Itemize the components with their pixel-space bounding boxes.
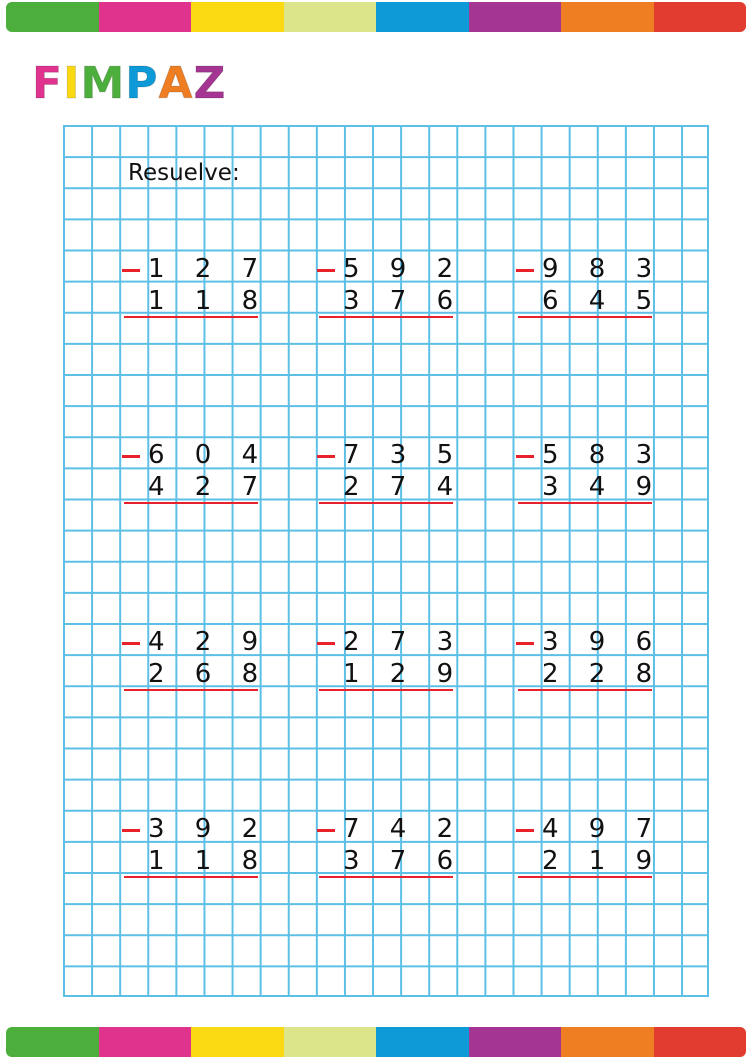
minuend: 3 9 2 (148, 814, 270, 844)
stripe-segment (654, 2, 747, 32)
stripe-segment (191, 2, 284, 32)
minuend: 7 4 2 (343, 814, 465, 844)
result-line (124, 502, 258, 504)
subtrahend: 2 2 8 (542, 659, 664, 689)
stripe-segment (654, 1027, 747, 1057)
minus-sign (317, 642, 335, 645)
subtrahend: 3 7 6 (343, 286, 465, 316)
minuend: 6 0 4 (148, 440, 270, 470)
result-line (124, 876, 258, 878)
stripe-segment (469, 1027, 562, 1057)
subtrahend: 3 7 6 (343, 846, 465, 876)
result-line (518, 502, 652, 504)
result-line (124, 689, 258, 691)
fimpaz-logo (32, 58, 225, 109)
subtraction-problem (122, 627, 270, 697)
minus-sign (516, 642, 534, 645)
subtrahend: 1 1 8 (148, 846, 270, 876)
stripe-segment (6, 2, 99, 32)
minus-sign (317, 269, 335, 272)
result-line (319, 689, 453, 691)
minuend: 3 9 6 (542, 627, 664, 657)
minus-sign (516, 829, 534, 832)
subtrahend: 2 7 4 (343, 472, 465, 502)
result-line (518, 316, 652, 318)
subtrahend: 2 6 8 (148, 659, 270, 689)
subtraction-problem (122, 814, 270, 884)
logo-letter: M (80, 58, 125, 109)
subtraction-problem (516, 627, 664, 697)
logo-letter: Z (193, 58, 226, 109)
subtrahend: 1 2 9 (343, 659, 465, 689)
subtrahend: 1 1 8 (148, 286, 270, 316)
minuend: 5 9 2 (343, 254, 465, 284)
subtraction-problem (317, 440, 465, 510)
result-line (319, 876, 453, 878)
subtrahend: 2 1 9 (542, 846, 664, 876)
stripe-segment (284, 1027, 377, 1057)
subtraction-problem (516, 440, 664, 510)
stripe-segment (376, 1027, 469, 1057)
stripe-segment (376, 2, 469, 32)
minus-sign (122, 269, 140, 272)
stripe-segment (99, 2, 192, 32)
minuend: 9 8 3 (542, 254, 664, 284)
subtraction-problem (122, 254, 270, 324)
result-line (319, 316, 453, 318)
stripe-segment (561, 1027, 654, 1057)
minus-sign (516, 269, 534, 272)
minus-sign (122, 642, 140, 645)
stripe-segment (99, 1027, 192, 1057)
subtrahend: 3 4 9 (542, 472, 664, 502)
minuend: 7 3 5 (343, 440, 465, 470)
subtraction-problem (317, 814, 465, 884)
result-line (518, 876, 652, 878)
logo-letter: I (63, 58, 80, 109)
subtrahend: 4 2 7 (148, 472, 270, 502)
minuend: 2 7 3 (343, 627, 465, 657)
stripe-segment (191, 1027, 284, 1057)
subtrahend: 6 4 5 (542, 286, 664, 316)
minus-sign (516, 455, 534, 458)
subtraction-problem (516, 814, 664, 884)
top-color-stripe (6, 2, 746, 32)
stripe-segment (6, 1027, 99, 1057)
subtraction-problem (317, 254, 465, 324)
instruction-text: Resuelve: (128, 160, 240, 186)
result-line (124, 316, 258, 318)
minus-sign (317, 829, 335, 832)
result-line (319, 502, 453, 504)
logo-letter: F (32, 58, 63, 109)
minus-sign (317, 455, 335, 458)
bottom-color-stripe (6, 1027, 746, 1057)
subtraction-problem (317, 627, 465, 697)
result-line (518, 689, 652, 691)
stripe-segment (561, 2, 654, 32)
subtraction-problem (516, 254, 664, 324)
minuend: 4 9 7 (542, 814, 664, 844)
minus-sign (122, 829, 140, 832)
minus-sign (122, 455, 140, 458)
minuend: 5 8 3 (542, 440, 664, 470)
logo-letter: A (158, 58, 193, 109)
minuend: 1 2 7 (148, 254, 270, 284)
subtraction-problem (122, 440, 270, 510)
logo-letter: P (125, 58, 158, 109)
minuend: 4 2 9 (148, 627, 270, 657)
stripe-segment (284, 2, 377, 32)
stripe-segment (469, 2, 562, 32)
